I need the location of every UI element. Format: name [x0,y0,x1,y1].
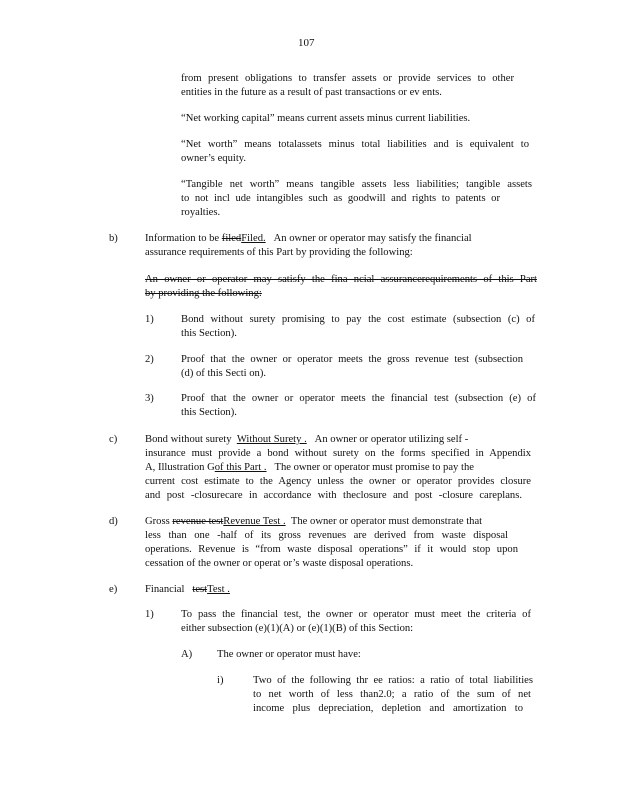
list-item-line: this Section). [181,328,237,339]
section-b-heading-line [145,232,509,246]
inserted-text: Filed. [241,233,266,244]
section-b-marker: b) [109,233,118,244]
section-d-line: less than one -half of its gross revenues are derived from waste disposal [145,530,508,541]
list-item-line: (d) of this Secti on). [181,368,267,379]
list-item-line: Two of the following thr ee ratios: a ratio of total liabilities [253,675,533,686]
list-item-line: Proof that the owner or operator meets the gross revenue test (subsection [181,354,523,365]
definition-tangible-net-worth-line: royalties. [181,207,221,218]
section-e-marker: e) [109,584,118,595]
list-item-line: to net worth of less than2.0; a ratio of the sum of net [253,689,531,700]
section-c-text: A, Illustration G [145,462,215,473]
page-number: 107 [298,37,315,49]
section-e-heading-text: Financial [145,584,185,595]
list-item-number: A) [181,649,193,660]
section-b-heading-text: Information to be [145,233,220,244]
section-d-text: The owner or operator must demonstrate that [290,516,483,527]
deleted-text: test [192,584,208,595]
section-c-line [145,461,474,475]
deleted-paragraph-line: by providing the following: [145,288,262,299]
section-b-line: assurance requirements of this Part by providing the following: [145,247,413,258]
section-d-line: cessation of the owner or operat or’s waste disposal operations. [145,558,414,569]
section-c-heading-line [145,433,468,447]
section-c-text: An owner or operator utilizing self - [314,434,469,445]
section-c-line: and post -closurecare in accordance with theclosure and post -closure careplans. [145,490,522,501]
definition-net-worth-line: “Net worth” means totalassets minus total liabilities and is equivalent to [181,139,529,150]
inserted-text: Without Surety . [236,434,307,445]
section-c-line: insurance must provide a bond without surety on the forms specified in Appendix [145,448,531,459]
definition-tangible-net-worth-line: to not incl ude intangibles such as goodwill and rights to patents or [181,193,500,204]
definition-net-worth-line: owner’s equity. [181,153,247,164]
section-b-text: An owner or operator may satisfy the financial [273,233,472,244]
list-item-number: 1) [145,314,154,325]
list-item-line: this Section). [181,407,237,418]
deleted-text: filed [221,233,242,244]
list-item-line: To pass the financial test, the owner or operator must meet the criteria of [181,609,531,620]
list-item-line: either subsection (e)(1)(A) or (e)(1)(B) of this Section: [181,623,414,634]
list-item-line: income plus depreciation, depletion and amortization to [253,703,523,714]
section-e-heading-line [145,583,230,597]
list-item-number: 3) [145,393,154,404]
section-d-line: operations. Revenue is “from waste disposal operations” if it would stop upon [145,544,518,555]
definition-continuation-line: entities in the future as a result of past transactions or ev ents. [181,87,442,98]
inserted-text: Revenue Test . [223,516,286,527]
section-c-text: The owner or operator must promise to pay the [274,462,474,473]
inserted-text: Test . [207,584,230,595]
deleted-text: revenue test [172,516,224,527]
section-c-marker: c) [109,434,118,445]
list-item-number: i) [217,675,224,686]
deleted-paragraph-line: An owner or operator may satisfy the fina ncial assurancerequirements of this Part [145,274,537,285]
list-item-line: Proof that the owner or operator meets the financial test (subsection (e) of [181,393,536,404]
definition-net-working-capital: “Net working capital” means current assets minus current liabilities. [181,113,471,124]
section-d-marker: d) [109,516,118,527]
list-item-number: 2) [145,354,154,365]
inserted-text: of this Part . [214,462,267,473]
definition-tangible-net-worth-line: “Tangible net worth” means tangible assets less liabilities; tangible assets [181,179,532,190]
section-c-line: current cost estimate to the Agency unless the owner or operator provides closure [145,476,531,487]
list-item-number: 1) [145,609,154,620]
definition-continuation-line: from present obligations to transfer assets or provide services to other [181,73,514,84]
section-d-heading-line [145,515,482,529]
section-c-heading-text: Bond without surety [145,434,232,445]
list-item-line: Bond without surety promising to pay the cost estimate (subsection (c) of [181,314,535,325]
section-d-heading-text: Gross [145,516,170,527]
list-item-line: The owner or operator must have: [217,649,361,660]
